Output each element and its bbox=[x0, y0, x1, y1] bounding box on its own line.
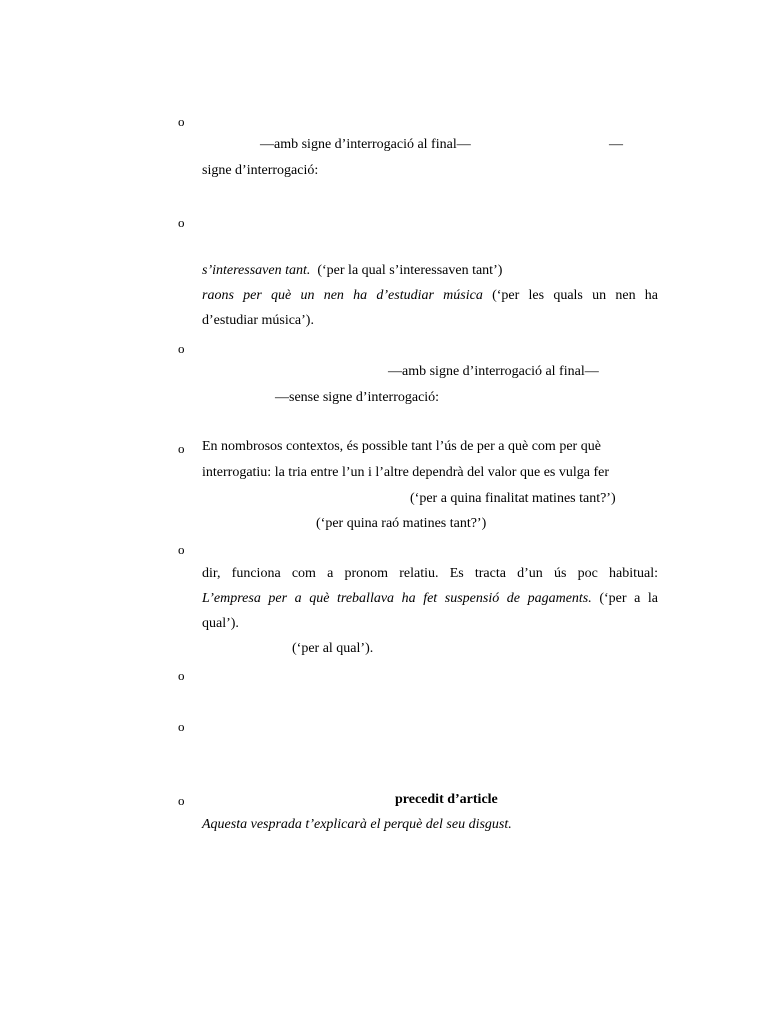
item4-line2: interrogatiu: la tria entre l’un i l’altre dependrà del valor que es vulga fer bbox=[202, 465, 609, 480]
item8-heading: precedit d’article bbox=[395, 792, 498, 807]
item1-dash: — bbox=[609, 137, 623, 152]
item4-line3: (‘per a quina finalitat matines tant?’) bbox=[410, 491, 616, 506]
item2-line1 bbox=[202, 264, 502, 278]
item5-gloss: (‘per a la bbox=[599, 591, 658, 606]
bullet-3: o bbox=[178, 341, 185, 356]
bullet-5: o bbox=[178, 542, 185, 557]
item4-line1: En nombrosos contextos, és possible tant l’ús de per a què com per què bbox=[202, 439, 601, 454]
item5-example: L’empresa per a què treballava ha fet suspensió de pagaments. bbox=[202, 591, 592, 606]
item8-example: Aquesta vesprada t’explicarà el perquè del seu disgust. bbox=[202, 817, 512, 832]
item5-line2 bbox=[202, 592, 658, 606]
item5-line4: (‘per al qual’). bbox=[292, 641, 374, 656]
item2-line3: d’estudiar música’). bbox=[202, 313, 314, 328]
bullet-7: o bbox=[178, 719, 185, 734]
item2-line2 bbox=[202, 289, 658, 303]
item2-example2: raons per què un nen ha d’estudiar música bbox=[202, 288, 483, 303]
item3-line1: —amb signe d’interrogació al final— bbox=[388, 364, 599, 379]
item1-line2: signe d’interrogació: bbox=[202, 163, 319, 178]
item2-gloss2: (‘per les quals un nen ha bbox=[492, 288, 659, 303]
item5-line1: dir, funciona com a pronom relatiu. Es tracta d’un ús poc habitual: bbox=[202, 566, 658, 581]
bullet-4: o bbox=[178, 441, 185, 456]
bullet-1: o bbox=[178, 114, 185, 129]
item2-example: s’interessaven tant. bbox=[202, 263, 311, 278]
item5-line3: qual’). bbox=[202, 616, 239, 631]
bullet-6: o bbox=[178, 668, 185, 683]
bullet-8: o bbox=[178, 793, 185, 808]
item2-gloss: (‘per la qual s’interessaven tant’) bbox=[317, 263, 503, 278]
item1-line1: —amb signe d’interrogació al final— bbox=[260, 137, 471, 152]
item4-line4: (‘per quina raó matines tant?’) bbox=[316, 516, 487, 531]
item3-line2: —sense signe d’interrogació: bbox=[275, 390, 440, 405]
bullet-2: o bbox=[178, 215, 185, 230]
